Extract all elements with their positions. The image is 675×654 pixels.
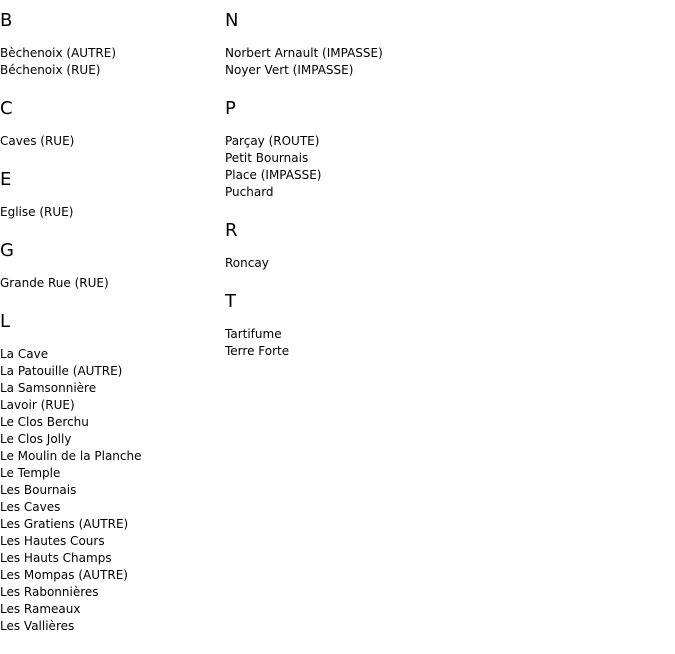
letter-heading: E [0, 169, 12, 190]
street-index-left-column [0, 0, 220, 635]
letter-heading: R [225, 220, 238, 241]
letter-heading: P [225, 98, 236, 119]
letter-section [0, 99, 220, 150]
street-list [225, 45, 525, 79]
street-name: Le Moulin de la Planche [0, 449, 142, 463]
street-name: Tartifume [225, 327, 282, 341]
street-list [0, 204, 220, 221]
street-name: Les Mompas (AUTRE) [0, 568, 128, 582]
street-name: La Cave [0, 347, 49, 361]
street-name: Puchard [225, 185, 274, 199]
street-name: Place (IMPASSE) [225, 168, 322, 182]
street-name: Bèchenoix (AUTRE) [0, 46, 117, 60]
letter-heading: G [0, 240, 14, 261]
street-name: Roncay [225, 256, 269, 270]
letter-section [225, 11, 525, 79]
letter-section [225, 292, 525, 360]
letter-section [0, 170, 220, 221]
letter-section [0, 11, 220, 79]
street-name: Les Bournais [0, 483, 77, 497]
street-name: Les Hauts Champs [0, 551, 112, 565]
street-name: La Samsonnière [0, 381, 97, 395]
street-name: Lavoir (RUE) [0, 398, 75, 412]
street-name: Le Temple [0, 466, 61, 480]
street-list [225, 255, 525, 272]
street-name: Les Hautes Cours [0, 534, 105, 548]
street-list [0, 133, 220, 150]
street-name: Les Rameaux [0, 602, 81, 616]
street-name: Eglise (RUE) [0, 205, 74, 219]
street-name: La Patouille (AUTRE) [0, 364, 123, 378]
street-list [225, 326, 525, 360]
letter-section [0, 241, 220, 292]
street-list [0, 346, 220, 635]
street-name: Les Caves [0, 500, 61, 514]
letter-section [0, 312, 220, 635]
letter-heading: B [0, 10, 13, 31]
street-list [225, 133, 525, 201]
street-name: Les Vallières [0, 619, 75, 633]
street-name: Le Clos Berchu [0, 415, 89, 429]
street-name: Les Gratiens (AUTRE) [0, 517, 129, 531]
street-name: Petit Bournais [225, 151, 309, 165]
street-list [0, 275, 220, 292]
street-name: Les Rabonnières [0, 585, 99, 599]
street-name: Terre Forte [225, 344, 290, 358]
letter-heading: T [225, 291, 236, 312]
street-name: Parçay (ROUTE) [225, 134, 320, 148]
street-list [0, 45, 220, 79]
street-index-right-column [225, 0, 525, 360]
street-name: Noyer Vert (IMPASSE) [225, 63, 354, 77]
street-name: Caves (RUE) [0, 134, 75, 148]
street-name: Le Clos Jolly [0, 432, 72, 446]
street-name: Grande Rue (RUE) [0, 276, 109, 290]
letter-heading: N [225, 10, 239, 31]
street-name: Norbert Arnault (IMPASSE) [225, 46, 383, 60]
letter-heading: C [0, 98, 13, 119]
street-name: Béchenoix (RUE) [0, 63, 101, 77]
letter-section [225, 99, 525, 201]
letter-section [225, 221, 525, 272]
letter-heading: L [0, 311, 11, 332]
